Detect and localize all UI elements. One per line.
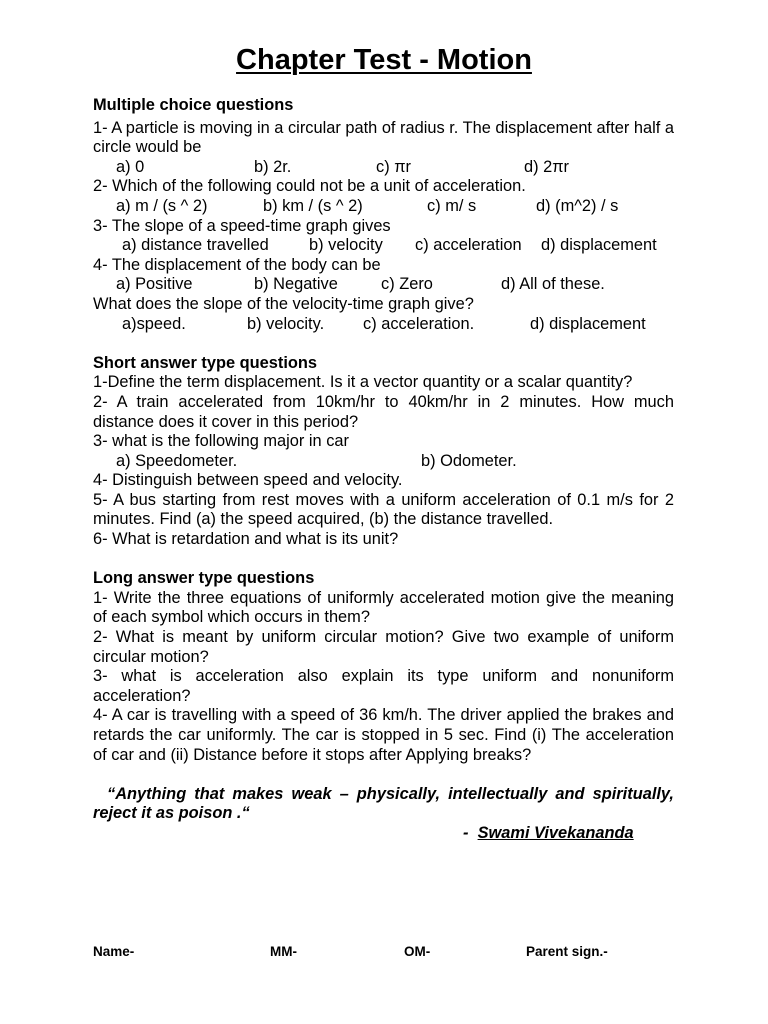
mcq-q2-options (93, 197, 674, 217)
option: b) velocity (309, 236, 383, 255)
quote-dash: - (463, 823, 469, 842)
option: d) displacement (530, 314, 646, 333)
short-q2: 2- A train accelerated from 10km/hr to 40km/hr in 2 minutes. How much distance does it cover in this period? (93, 392, 674, 431)
mcq-q4: 4- The displacement of the body can be (93, 255, 381, 274)
short-q5: 5- A bus starting from rest moves with a uniform acceleration of 0.1 m/s for 2 minutes. Find (a) the speed acquired, (b) the distance travelled. (93, 490, 674, 529)
mcq-heading: Multiple choice questions (93, 96, 294, 114)
mcq-q4-options (93, 275, 674, 295)
long-q2: 2- What is meant by uniform circular motion? Give two example of uniform circular motion? (93, 628, 674, 666)
footer (0, 944, 768, 964)
option: a)speed. (122, 314, 186, 333)
long-q3: 3- what is acceleration also explain its type uniform and nonuniform acceleration? (93, 667, 674, 705)
mcq-q3: 3- The slope of a speed-time graph gives (93, 216, 391, 235)
quote-author (93, 824, 674, 844)
footer-parent-sign-field: Parent sign.- (526, 944, 608, 959)
option: b) 2r. (254, 157, 292, 176)
quote-text: “Anything that makes weak – physically, intellectually and spiritually, reject it as poison .“ (93, 784, 674, 823)
page-title: Chapter Test - Motion (236, 44, 532, 76)
option: d) (m^2) / s (536, 196, 619, 215)
mcq-q3-options (93, 236, 674, 256)
option: c) Zero (381, 275, 433, 294)
option: a) 0 (116, 157, 145, 176)
option: c) acceleration (415, 236, 522, 255)
mcq-q1: 1- A particle is moving in a circular path of radius r. The displacement after half a circle would be (93, 118, 674, 157)
option: d) 2πr (524, 157, 570, 176)
long-q4: 4- A car is travelling with a speed of 36 km/h. The driver applied the brakes and retards the car uniformly. The car is stopped in 5 sec. Find (i) The acceleration of car and (ii) Distance before it stops after Applying breaks? (93, 706, 674, 764)
questions-body (93, 96, 674, 844)
mcq-q5: What does the slope of the velocity-time graph give? (93, 294, 474, 313)
option: b) km / (s ^ 2) (263, 196, 363, 215)
long-heading: Long answer type questions (93, 569, 315, 588)
option: b) Odometer. (421, 451, 517, 470)
option: a) m / (s ^ 2) (116, 196, 208, 215)
short-q6: 6- What is retardation and what is its unit? (93, 530, 399, 549)
mcq-q2: 2- Which of the following could not be a unit of acceleration. (93, 177, 526, 196)
option: d) All of these. (501, 275, 605, 294)
footer-name-field: Name- (93, 944, 135, 959)
short-heading: Short answer type questions (93, 353, 318, 372)
option: c) m/ s (427, 196, 477, 215)
option: b) Negative (254, 275, 338, 294)
footer-om-field: OM- (404, 944, 431, 959)
footer-mm-field: MM- (270, 944, 297, 959)
option: a) distance travelled (122, 236, 269, 255)
author-name: Swami Vivekananda (477, 823, 634, 842)
long-q1: 1- Write the three equations of uniformly accelerated motion give the meaning of each symbol which occurs in them? (93, 588, 674, 627)
option: c) πr (376, 157, 411, 176)
option: c) acceleration. (363, 314, 475, 333)
short-q3: 3- what is the following major in car (93, 432, 349, 451)
option: d) displacement (541, 236, 657, 255)
short-q1: 1-Define the term displacement. Is it a vector quantity or a scalar quantity? (93, 373, 633, 392)
option: a) Speedometer. (116, 451, 238, 470)
option: a) Positive (116, 275, 193, 294)
option: b) velocity. (247, 314, 325, 333)
short-q3-options (93, 452, 674, 472)
mcq-q5-options (93, 315, 674, 335)
short-q4: 4- Distinguish between speed and velocity. (93, 471, 403, 490)
mcq-q1-options (93, 158, 674, 178)
